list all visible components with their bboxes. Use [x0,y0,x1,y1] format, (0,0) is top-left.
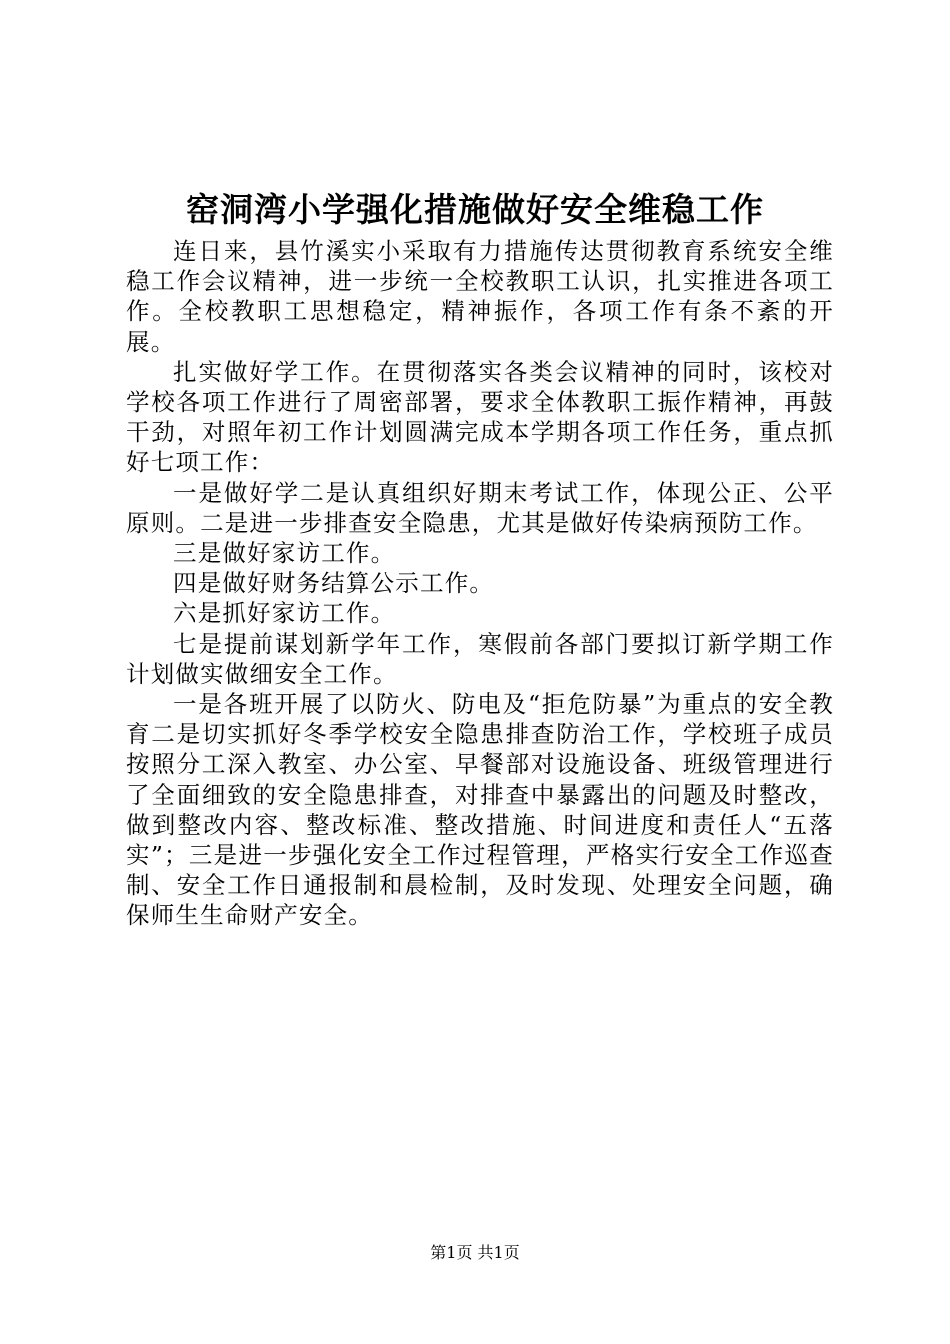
paragraph-5: 四是做好财务结算公示工作。 [173,569,495,598]
document-body [126,236,834,931]
page-number-footer: 第1页 共1页 [430,1243,520,1262]
paragraph-3: 一是做好学二是认真组织好期末考试工作，体现公正、公平原则。二是进一步排查安全隐患，尤其是做好传染病预防工作。 [126,478,834,537]
document-title: 窑洞湾小学强化措施做好安全维稳工作 [186,190,764,229]
paragraph-4: 三是做好家访工作。 [173,539,396,568]
paragraph-2: 扎实做好学工作。在贯彻落实各类会议精神的同时，该校对学校各项工作进行了周密部署，要求全体教职工振作精神，再鼓干劲，对照年初工作计划圆满完成本学期各项工作任务，重点抓好七项工作： [126,357,834,477]
paragraph-8: 一是各班开展了以防火、防电及“拒危防暴”为重点的安全教育二是切实抓好冬季学校安全隐患排查防治工作，学校班子成员按照分工深入教室、办公室、早餐部对设施设备、班级管理进行了全面细致的安全隐患排查，对排查中暴露出的问题及时整改，做到整改内容、整改标准、整改措施、时间进度和责任人“五落实”；三是进一步强化安全工作过程管理，严格实行安全工作巡查制、安全工作日通报制和晨检制，及时发现、处理安全问题，确保师生生命财产安全。 [126,690,834,930]
paragraph-7: 七是提前谋划新学年工作，寒假前各部门要拟订新学期工作计划做实做细安全工作。 [126,629,834,688]
paragraph-1: 连日来，县竹溪实小采取有力措施传达贯彻教育系统安全维稳工作会议精神，进一步统一全校教职工认识，扎实推进各项工作。全校教职工思想稳定，精神振作，各项工作有条不紊的开展。 [126,237,834,356]
paragraph-6: 六是抓好家访工作。 [173,599,396,628]
